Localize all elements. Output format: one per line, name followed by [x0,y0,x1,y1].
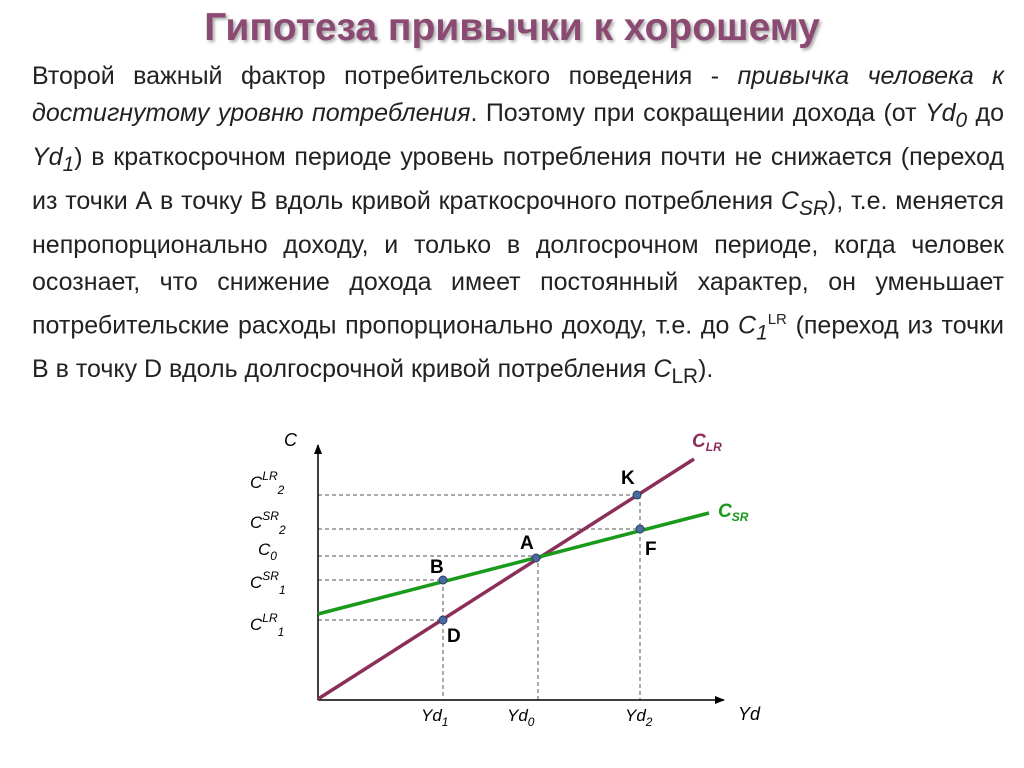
x-tick-yd1 [421,706,448,729]
slide-title: Гипотеза привычки к хорошему [204,6,820,49]
text-part: ) в краткосрочном периоде уровень потребления почти не снижается (переход из точки А в точку В вдоль кривой краткосрочного потребления [32,143,1004,215]
curve-sr-main: C [718,501,732,522]
x-tick-main: Yd [421,706,442,725]
y-tick-c0 [258,540,277,563]
y-tick-main: C [250,615,263,634]
y-tick-sub: 0 [270,549,277,563]
sup-lr: LR [767,311,787,328]
y-tick-clr2 [250,469,285,497]
y-tick-csr1 [250,569,286,597]
var-yd: Yd [924,99,956,127]
short-run-consumption-curve [318,513,709,614]
text-part: (переход из точки В в точку D вдоль долгосрочной кривой потребления [32,311,1005,384]
sub-sr: SR [798,197,828,220]
x-tick-sub: 1 [441,715,449,729]
x-tick-main: Yd [625,706,646,725]
label-f: F [645,539,657,560]
sub-lr: LR [671,365,699,389]
point-f [636,525,644,533]
text-italic: привычка человека к достигнутому уровню потребления [32,62,1004,127]
curve-sr-sub: SR [731,510,749,524]
var-c: C [738,311,757,340]
y-tick-sub: 2 [278,523,286,537]
label-d: D [447,626,461,647]
x-tick-yd2 [625,706,653,729]
label-b: B [430,557,444,578]
text-part: . Поэтому при сокращении дохода (от [470,99,925,127]
x-tick-labels [421,706,653,729]
point-k [633,491,641,499]
x-tick-sub: 2 [645,715,653,729]
curve-sr-label [718,501,749,524]
y-tick-main: C [250,573,263,592]
x-tick-yd0 [507,706,535,729]
y-tick-sup: SR [262,509,279,523]
y-tick-sub: 1 [277,625,285,639]
sub-1: 1 [62,153,75,176]
y-axis-title: C [284,430,297,450]
curve-lr-label [692,431,722,454]
sub-0: 0 [955,109,968,132]
y-tick-clr1 [250,611,284,639]
y-tick-sup: SR [262,569,279,583]
y-tick-csr2 [250,509,286,537]
sub-1: 1 [756,321,768,345]
y-tick-sub: 1 [278,583,286,597]
point-d [439,616,447,624]
label-a: A [520,533,534,554]
x-tick-main: Yd [507,706,528,725]
y-tick-main: C [258,540,271,559]
y-tick-main: C [250,513,263,532]
label-k: K [621,468,635,489]
text-part: ). [698,355,714,384]
text-part: до [967,99,1004,127]
x-axis-title: Yd [738,704,761,724]
curve-lr-sub: LR [705,440,722,454]
y-tick-sup: LR [262,611,278,625]
y-tick-labels [250,469,286,639]
var-c: C [653,355,672,384]
curve-lr-main: C [692,431,706,452]
point-a [532,554,540,562]
var-yd: Yd [32,143,63,171]
y-tick-sup: LR [262,469,278,483]
text-part: Второй важный фактор потребительского поведения - [32,62,738,90]
y-tick-sub: 2 [277,483,285,497]
text-part: ), т.е. меняется непропорционально доходу, и только в долгосрочном периоде, когда человек осознает, что снижение дохода имеет постоянный характер, он уменьшает потребительские расходы пропорционально доходу, т.е. до [32,187,1004,340]
y-tick-main: C [250,473,263,492]
x-tick-sub: 0 [527,715,535,729]
var-c: C [780,187,799,215]
